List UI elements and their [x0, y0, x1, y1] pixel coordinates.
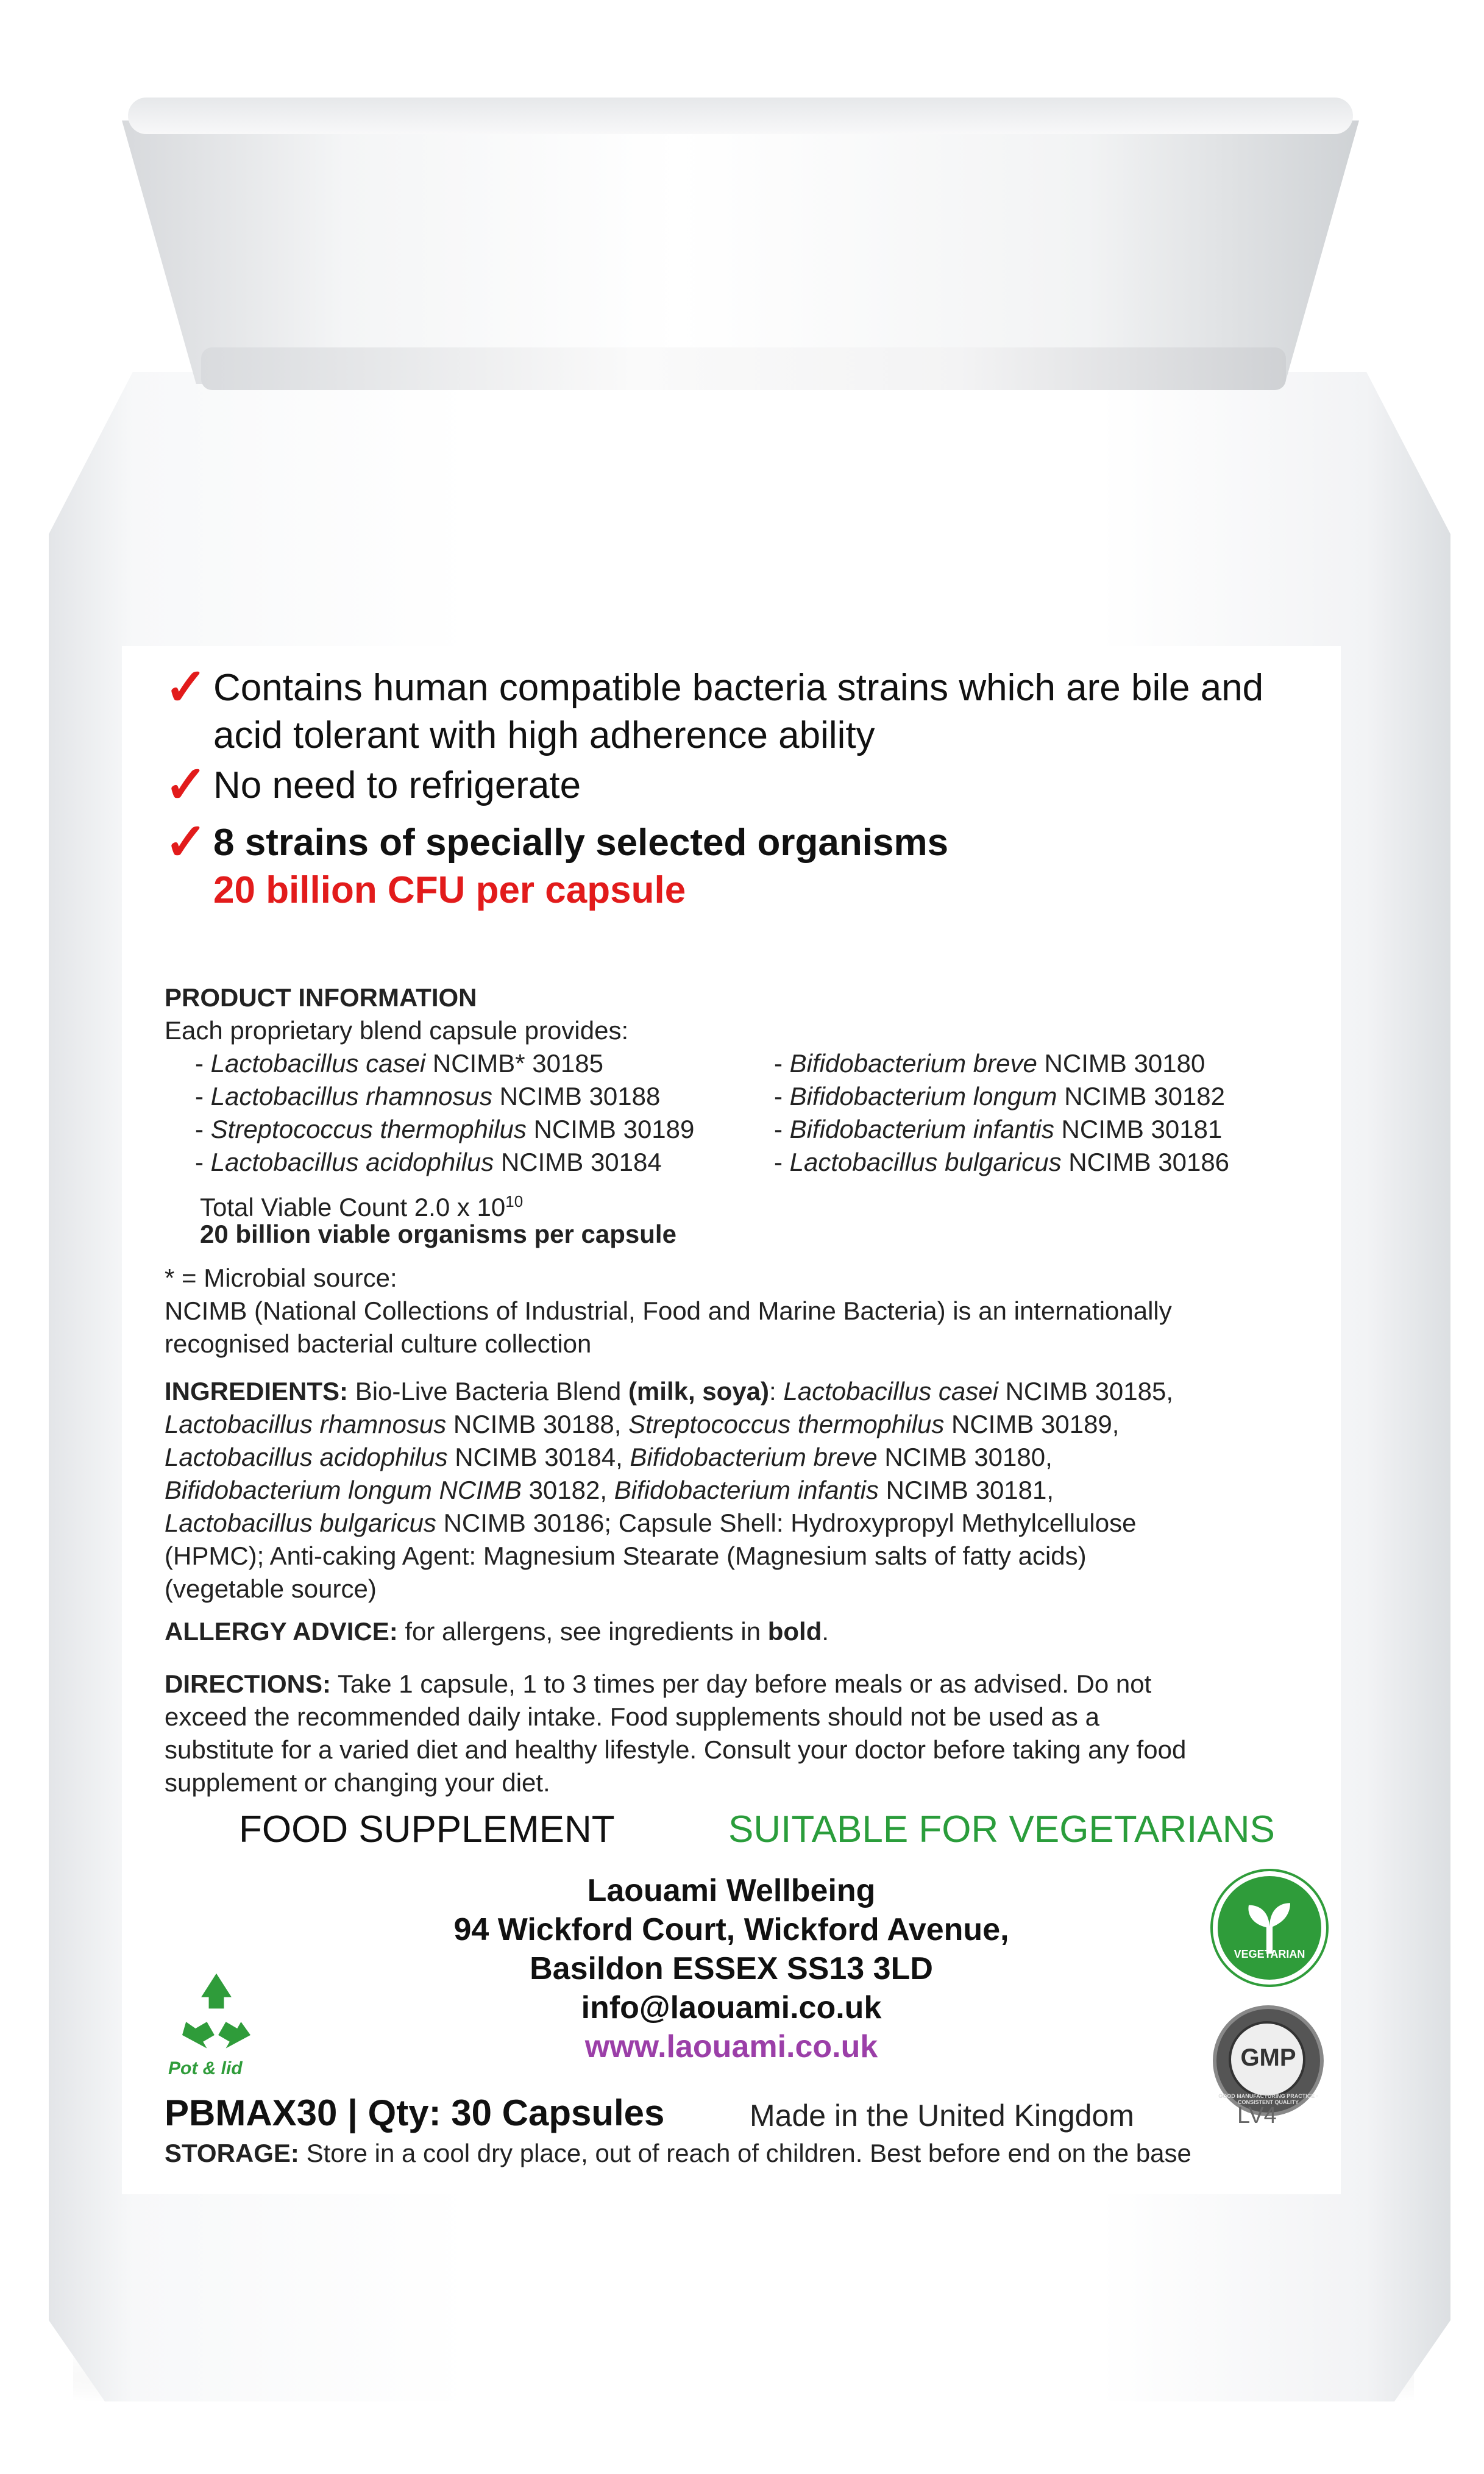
recycle-caption: Pot & lid: [168, 2058, 243, 2078]
claim-3-line-1: 8 strains of specially selected organisms: [213, 822, 949, 864]
bottle-lid: [122, 104, 1359, 384]
company-email[interactable]: info@laouami.co.uk: [581, 1990, 882, 2025]
strain-left-2: - Lactobacillus rhamnosus NCIMB 30188: [195, 1082, 661, 1111]
vegetarian-badge: [1213, 1871, 1326, 1985]
directions-line-3: substitute for a varied diet and healthy lifestyle. Consult your doctor before taking any food: [165, 1735, 1187, 1764]
vegetarian-badge-text: VEGETARIAN: [1234, 1948, 1305, 1960]
directions-line-2: exceed the recommended daily intake. Food supplements should not be used as a: [165, 1702, 1099, 1731]
check-icon: ✓: [165, 813, 208, 870]
strain-right-3: - Bifidobacterium infantis NCIMB 30181: [774, 1115, 1223, 1143]
microbial-title: * = Microbial source:: [165, 1264, 397, 1292]
food-supplement: FOOD SUPPLEMENT: [239, 1808, 615, 1850]
recycle-icon: [165, 1969, 268, 2078]
viable-organisms: 20 billion viable organisms per capsule: [200, 1220, 676, 1248]
strain-right-4: - Lactobacillus bulgaricus NCIMB 30186: [774, 1148, 1230, 1176]
check-icon: ✓: [165, 658, 208, 716]
claim-3-line-2: 20 billion CFU per capsule: [213, 869, 686, 911]
claim-1-line-2: acid tolerant with high adherence ability: [213, 714, 875, 756]
company-name: Laouami Wellbeing: [587, 1873, 876, 1908]
bottle-lid-top: [128, 98, 1353, 134]
sprout-icon: [1218, 1876, 1321, 1980]
gmp-badge: [1213, 2005, 1324, 2116]
ingredients-line-1: INGREDIENTS: Bio-Live Bacteria Blend (milk, soya): Lactobacillus casei NCIMB 30185,: [165, 1377, 1174, 1406]
gmp-badge-text: GMP: [1240, 2044, 1296, 2071]
directions-line-1: DIRECTIONS: Take 1 capsule, 1 to 3 times per day before meals or as advised. Do not: [165, 1669, 1152, 1698]
microbial-line-2: recognised bacterial culture collection: [165, 1329, 592, 1358]
total-viable-count: Total Viable Count 2.0 x $10^{10}$: [200, 1192, 524, 1221]
product-label: [122, 646, 1341, 2194]
company-city: Basildon ESSEX SS13 3LD: [530, 1951, 933, 1986]
strain-right-2: - Bifidobacterium longum NCIMB 30182: [774, 1082, 1226, 1111]
product-info-heading: PRODUCT INFORMATION: [165, 983, 477, 1012]
claim-2: No need to refrigerate: [213, 764, 581, 806]
ingredients-line-6: (HPMC); Anti-caking Agent: Magnesium Stearate (Magnesium salts of fatty acids): [165, 1541, 1087, 1570]
ingredients-line-7: (vegetable source): [165, 1574, 377, 1603]
claim-1-line-1: Contains human compatible bacteria strains which are bile and: [213, 667, 1264, 709]
ingredients-line-2: Lactobacillus rhamnosus NCIMB 30188, Streptococcus thermophilus NCIMB 30189,: [165, 1410, 1120, 1438]
label-version: LV4: [1237, 2103, 1277, 2128]
strain-left-4: - Lactobacillus acidophilus NCIMB 30184: [195, 1148, 662, 1176]
strain-left-3: - Streptococcus thermophilus NCIMB 30189: [195, 1115, 695, 1143]
made-in: Made in the United Kingdom: [750, 2099, 1134, 2133]
company-street: 94 Wickford Court, Wickford Avenue,: [453, 1912, 1009, 1947]
ingredients-line-5: Lactobacillus bulgaricus NCIMB 30186; Capsule Shell: Hydroxypropyl Methylcellulose: [165, 1509, 1137, 1537]
suitable-for-vegetarians: SUITABLE FOR VEGETARIANS: [728, 1808, 1275, 1850]
gmp-ring-text: GOOD MANUFACTURING PRACTICE · CONSISTENT QUALITY: [1218, 2093, 1318, 2105]
strain-right-1: - Bifidobacterium breve NCIMB 30180: [774, 1049, 1205, 1078]
ingredients-line-3: Lactobacillus acidophilus NCIMB 30184, Bifidobacterium breve NCIMB 30180,: [165, 1443, 1053, 1471]
directions-line-4: supplement or changing your diet.: [165, 1768, 550, 1797]
product-info-intro: Each proprietary blend capsule provides:: [165, 1016, 629, 1045]
sku-qty: PBMAX30 | Qty: 30 Capsules: [165, 2092, 665, 2133]
allergy-advice: ALLERGY ADVICE: for allergens, see ingredients in bold.: [165, 1617, 829, 1646]
strain-left-1: - Lactobacillus casei NCIMB* 30185: [195, 1049, 603, 1078]
storage: STORAGE: Store in a cool dry place, out of reach of children. Best before end on the base: [165, 2139, 1191, 2167]
check-icon: ✓: [165, 756, 208, 813]
company-website[interactable]: www.laouami.co.uk: [584, 2029, 878, 2064]
bottle-lid-band: [201, 347, 1286, 390]
microbial-line-1: NCIMB (National Collections of Industrial, Food and Marine Bacteria) is an internationally: [165, 1296, 1172, 1325]
ingredients-line-4: Bifidobacterium longum NCIMB 30182, Bifidobacterium infantis NCIMB 30181,: [165, 1476, 1054, 1504]
